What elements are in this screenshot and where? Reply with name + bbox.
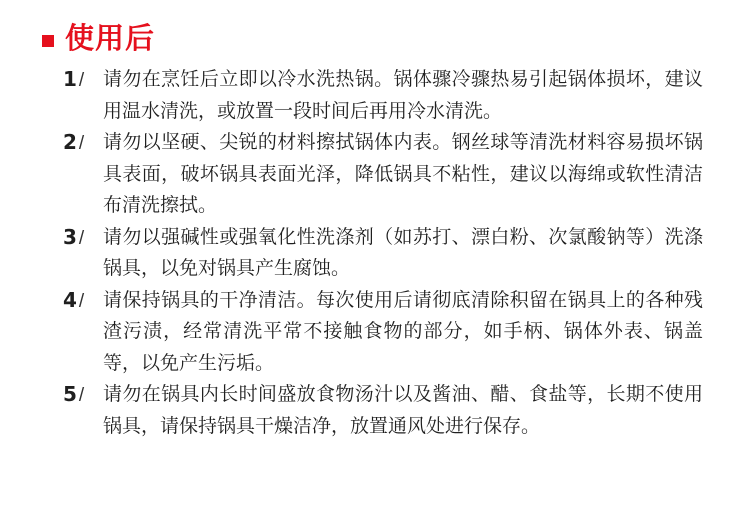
item-text: 请勿以强碱性或强氧化性洗涤剂（如苏打、漂白粉、次氯酸钠等）洗涤锅具，以免对锅具产生腐蚀。 — [103, 225, 703, 279]
item-text: 请勿在烹饪后立即以冷水洗热锅。锅体骤冷骤热易引起锅体损坏，建议用温水清洗，或放置一段时间后再用冷水清洗。 — [103, 68, 703, 122]
list-item — [63, 285, 703, 380]
item-number: 4 / — [63, 287, 85, 312]
item-number: 1 / — [63, 67, 85, 91]
section-title: 使用后 — [65, 20, 156, 55]
list-item — [63, 379, 703, 442]
item-number: 5 / — [63, 382, 85, 406]
list-item — [63, 222, 703, 285]
list-item — [63, 127, 703, 222]
item-text: 请勿以坚硬、尖锐的材料擦拭锅体内表。钢丝球等清洗材料容易损坏锅具表面，破坏锅具表面光泽，降低锅具不粘性，建议以海绵或软性清洁布清洗擦拭。 — [103, 131, 703, 216]
item-number: 2 / — [63, 130, 85, 154]
square-bullet-icon — [42, 35, 54, 47]
section-header — [42, 16, 155, 56]
item-text: 请勿在锅具内长时间盛放食物汤汁以及酱油、醋、食盐等，长期不使用锅具，请保持锅具干燥洁净，放置通风处进行保存。 — [103, 383, 703, 437]
usage-instructions-list — [63, 64, 703, 442]
item-text: 请保持锅具的干净清洁。每次使用后请彻底清除积留在锅具上的各种残渣污渍，经常清洗平常不接触食物的部分，如手柄、锅体外表、锅盖等，以免产生污垢。 — [103, 288, 703, 374]
item-number: 3 / — [63, 224, 85, 249]
list-item — [63, 64, 703, 127]
